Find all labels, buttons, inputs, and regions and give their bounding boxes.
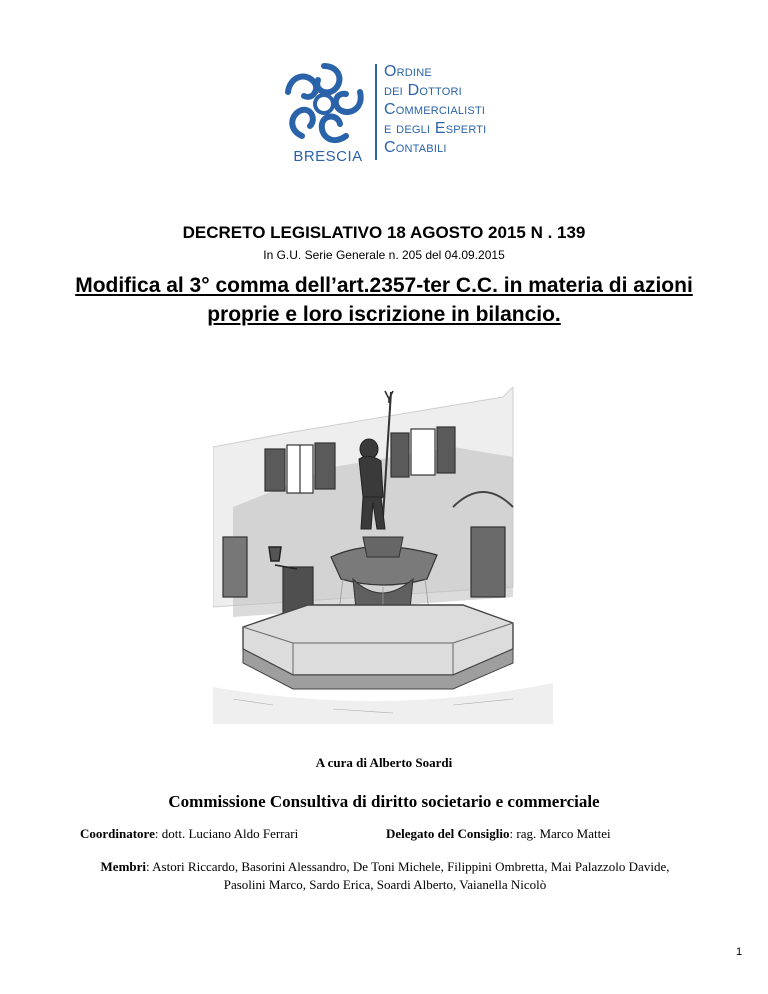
delegate-label: Delegato del Consiglio <box>386 826 510 841</box>
delegate-value: : rag. Marco Mattei <box>509 826 611 841</box>
members-value: : Astori Riccardo, Basorini Alessandro, De Toni Michele, Filippini Ombretta, Mai Palazzolo Davide, Pasolini Marco, Sardo Erica, Soardi Alberto, Vaianella Nicolò <box>146 859 670 892</box>
members-label: Membri <box>100 859 147 874</box>
delegate-line <box>386 826 611 842</box>
document-title: Modifica al 3° comma dell’art.2357-ter C.C. in materia di azioni proprie e loro iscrizione in bilancio. <box>75 274 693 326</box>
knot-emblem-icon <box>274 58 374 150</box>
curator-line: A cura di Alberto Soardi <box>315 755 453 770</box>
fountain-illustration-icon <box>213 387 553 724</box>
logo-line: dei Dottori <box>384 82 462 99</box>
logo-line: Commercialisti <box>384 101 486 118</box>
coordinator-label: Coordinatore <box>80 826 155 841</box>
members-line <box>90 858 680 894</box>
logo-org-name <box>384 62 486 157</box>
logo-city: BRESCIA <box>293 148 363 165</box>
logo-line: Contabili <box>384 139 447 156</box>
logo-divider <box>375 64 377 160</box>
organization-logo <box>274 58 514 168</box>
page-number: 1 <box>736 946 743 958</box>
gazette-reference: In G.U. Serie Generale n. 205 del 04.09.2015 <box>263 248 505 262</box>
commission-heading: Commissione Consultiva di diritto societario e commerciale <box>168 792 600 811</box>
coordinator-value: : dott. Luciano Aldo Ferrari <box>154 826 299 841</box>
coordinator-line <box>80 826 298 842</box>
decree-heading: DECRETO LEGISLATIVO 18 AGOSTO 2015 N . 139 <box>182 223 586 242</box>
logo-line: Ordine <box>384 63 432 80</box>
logo-line: e degli Esperti <box>384 120 487 137</box>
